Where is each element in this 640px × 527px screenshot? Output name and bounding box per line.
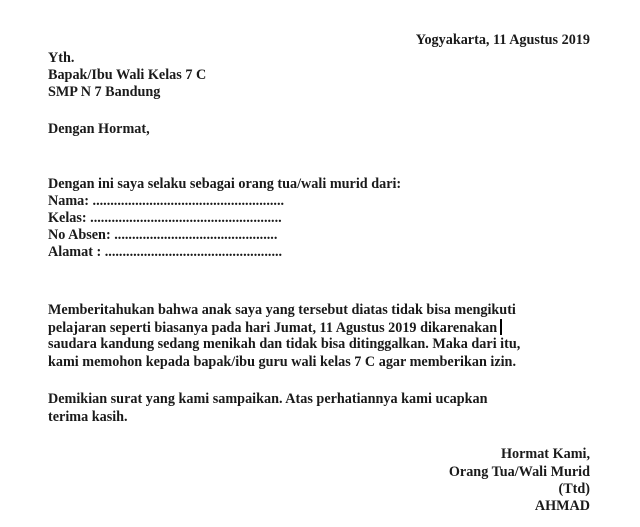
body-line-4: kami memohon kepada bapak/ibu guru wali kelas 7 C agar memberikan izin. [48,354,516,370]
closing-line-2: terima kasih. [48,409,128,425]
body-line-2-text: pelajaran seperti biasanya pada hari Jumat, 11 Agustus 2019 dikarenakan [48,320,498,336]
field-nama: Nama: ...................................................... [48,193,285,209]
recipient-line-2: Bapak/Ibu Wali Kelas 7 C [48,67,207,83]
intro-line: Dengan ini saya selaku sebagai orang tua/wali murid dari: [48,176,402,192]
body-line-2[interactable] [48,319,502,337]
closing-line-1: Demikian surat yang kami sampaikan. Atas perhatiannya kami ucapkan [48,391,488,407]
greeting: Dengan Hormat, [48,121,150,137]
recipient-line-3: SMP N 7 Bandung [48,84,161,100]
field-kelas: Kelas: ...................................................... [48,210,282,226]
text-cursor [500,319,502,335]
field-alamat: Alamat : .................................................. [48,244,283,260]
signature-salutation: Hormat Kami, [500,446,590,462]
body-line-1: Memberitahukan bahwa anak saya yang tersebut diatas tidak bisa mengikuti [48,302,516,318]
field-no-absen: No Absen: .............................................. [48,227,278,243]
place-date: Yogyakarta, 11 Agustus 2019 [415,32,590,48]
body-line-3: saudara kandung sedang menikah dan tidak bisa ditinggalkan. Maka dari itu, [48,336,521,352]
signature-ttd: (Ttd) [558,481,590,497]
signature-name: AHMAD [534,498,590,514]
recipient-line-1: Yth. [48,50,75,66]
signature-role: Orang Tua/Wali Murid [448,464,590,480]
